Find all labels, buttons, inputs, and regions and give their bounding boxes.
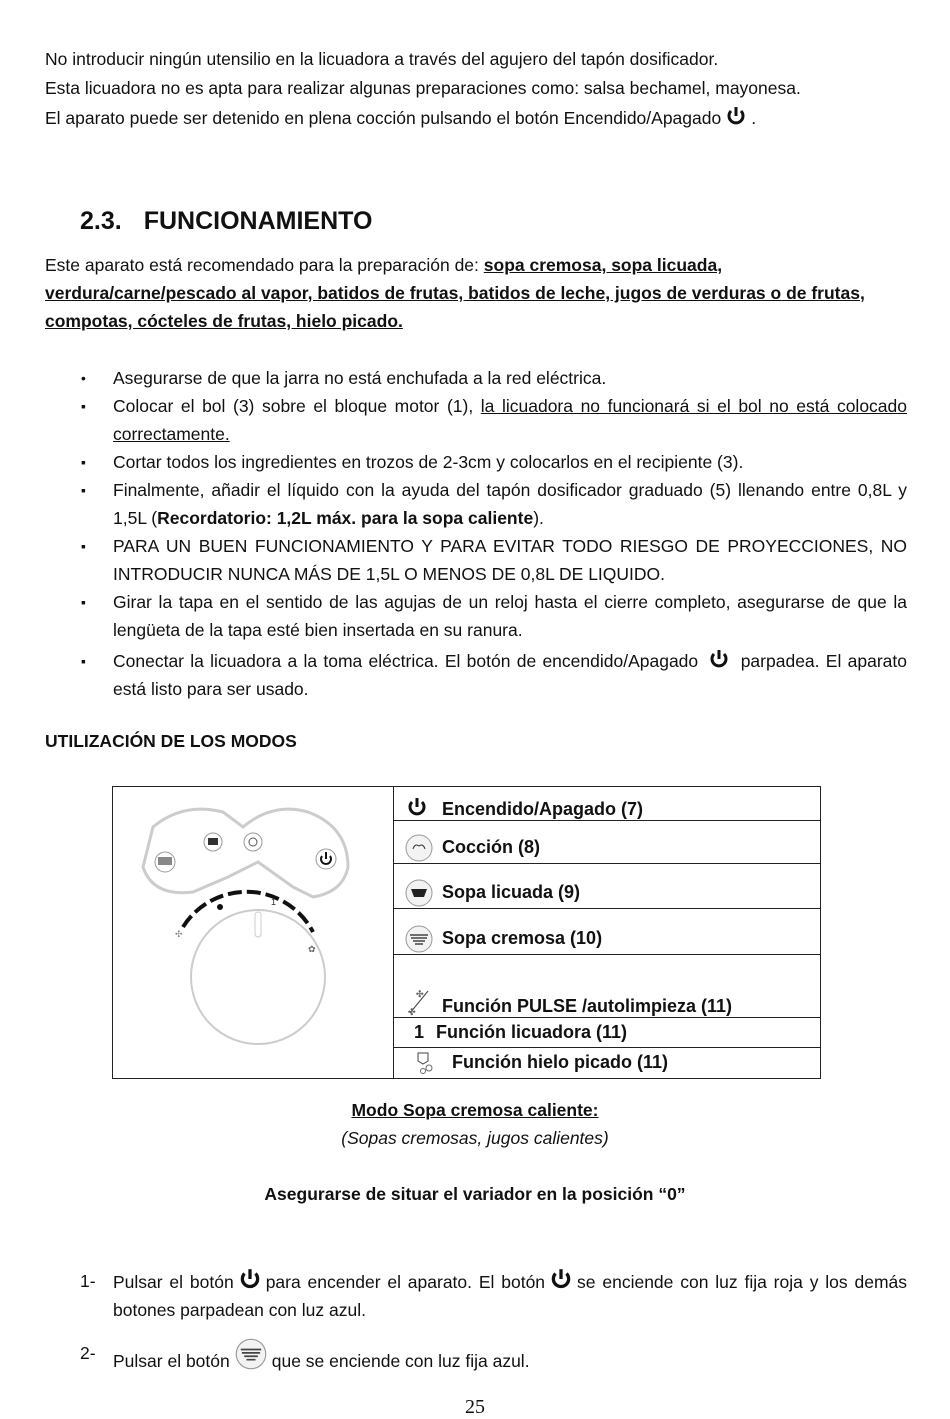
bullet: ▪ xyxy=(81,398,86,414)
mode-prefix: 1 xyxy=(414,1022,425,1043)
power-icon xyxy=(406,796,428,818)
step-item xyxy=(45,364,907,392)
step-text: Finalmente, añadir el líquido con la ayuda del tapón dosificador graduado (5) llenando entre 0,8L y 1,5L ( xyxy=(113,480,907,528)
intro-line-3 xyxy=(45,104,907,133)
creamy-soup-icon xyxy=(234,1337,268,1371)
step-text: Conectar la licuadora a la toma eléctrica. El botón de encendido/Apagado xyxy=(113,651,699,671)
bullet: ▪ xyxy=(81,454,86,470)
mode-label: Función PULSE /autolimpieza (11) xyxy=(442,996,733,1017)
mode-label: Cocción (8) xyxy=(442,836,541,857)
recommended-items: sopa cremosa, sopa licuada, verdura/carne/pescado al vapor, batidos de frutas, batidos de leche, jugos de verduras o de frutas, compotas, cócteles de frutas, hielo picado. xyxy=(45,255,865,331)
step-text: se enciende con luz fija roja y los demás botones parpadean con luz azul. xyxy=(113,1272,908,1320)
power-icon xyxy=(238,1267,262,1291)
mode-row-creamy-soup xyxy=(394,909,821,954)
step-number: 2- xyxy=(80,1343,96,1363)
mode-row-steam xyxy=(394,820,821,863)
step-text: PARA UN BUEN FUNCIONAMIENTO Y PARA EVITAR TODO RIESGO DE PROYECCIONES, NO INTRODUCIR NUNCA MÁS DE 1,5L O MENOS DE 0,8L DE LIQUIDO. xyxy=(113,536,907,584)
bullet: ▪ xyxy=(81,482,86,498)
ice-icon xyxy=(414,1051,438,1075)
recommended-lead: Este aparato está recomendado para la preparación de: xyxy=(45,255,484,275)
control-panel-figure xyxy=(113,787,394,1079)
mode-row-ice xyxy=(394,1048,821,1079)
step-item xyxy=(45,588,907,644)
intro-p3-end: . xyxy=(751,108,757,128)
steam-icon xyxy=(404,833,434,863)
step-text: Pulsar el botón xyxy=(113,1351,230,1371)
mode-label: Sopa cremosa (10) xyxy=(442,927,603,948)
mode-row-pulse xyxy=(394,954,821,1018)
page-number: 25 xyxy=(465,1396,485,1418)
creamy-soup-icon xyxy=(404,924,434,954)
step-number: 1- xyxy=(80,1271,96,1291)
mode-label: Función licuadora (11) xyxy=(436,1022,628,1043)
modes-table xyxy=(112,786,821,1079)
control-panel-illustration xyxy=(113,787,393,1073)
step-text: Pulsar el botón xyxy=(113,1272,234,1292)
recommended-paragraph xyxy=(45,251,907,335)
svg-text:✿: ✿ xyxy=(308,944,316,954)
mode-detail-title: Modo Sopa cremosa caliente: xyxy=(351,1100,599,1120)
power-icon xyxy=(725,105,747,127)
svg-text:✣: ✣ xyxy=(416,989,424,1000)
step-bold: Recordatorio: 1,2L máx. para la sopa caliente xyxy=(157,508,534,528)
mode-row-blended-soup xyxy=(394,864,821,909)
bullet: ▪ xyxy=(81,538,86,554)
step-item xyxy=(45,392,907,448)
step-item xyxy=(45,647,907,703)
step-text: que se enciende con luz fija azul. xyxy=(271,1351,530,1371)
svg-text:✣: ✣ xyxy=(408,1007,416,1018)
mode-label: Encendido/Apagado (7) xyxy=(442,798,644,819)
step-item xyxy=(45,532,907,588)
step-item xyxy=(45,448,907,476)
intro-line-2: Esta licuadora no es apta para realizar algunas preparaciones como: salsa bechamel, mayonesa. xyxy=(45,77,801,98)
step-text: Asegurarse de que la jarra no está enchufada a la red eléctrica. xyxy=(113,368,607,388)
intro-text xyxy=(45,45,907,133)
step-tail: ). xyxy=(533,508,544,528)
bullet: ▪ xyxy=(81,594,86,610)
svg-text:✣: ✣ xyxy=(175,929,183,939)
svg-text:1: 1 xyxy=(271,897,277,907)
pulse-icon xyxy=(404,987,434,1017)
intro-p3-text: El aparato puede ser detenido en plena cocción pulsando el botón Encendido/Apagado xyxy=(45,108,722,128)
step-text: Girar la tapa en el sentido de las agujas de un reloj hasta el cierre completo, asegurarse de que la lengüeta de la tapa esté bien insertada en su ranura. xyxy=(113,592,907,640)
section-heading xyxy=(80,207,394,236)
intro-line-1: No introducir ningún utensilio en la licuadora a través del agujero del tapón dosificador. xyxy=(45,49,719,69)
power-icon xyxy=(549,1267,573,1291)
step-text: Cortar todos los ingredientes en trozos de 2-3cm y colocarlos en el recipiente (3). xyxy=(113,452,744,472)
modes-title: UTILIZACIÓN DE LOS MODOS xyxy=(45,731,297,751)
power-icon xyxy=(708,648,730,670)
steps-list xyxy=(45,364,907,703)
mode-row-blender xyxy=(394,1018,821,1048)
section-title: FUNCIONAMIENTO xyxy=(143,207,373,235)
step-text: Colocar el bol (3) sobre el bloque motor (1), xyxy=(113,396,481,416)
bullet: ▪ xyxy=(81,653,86,669)
mode-row-power xyxy=(394,787,821,821)
blended-soup-icon xyxy=(404,878,434,908)
mode-label: Sopa licuada (9) xyxy=(442,882,581,903)
bullet: • xyxy=(81,370,86,386)
mode-detail-note: Asegurarse de situar el variador en la posición “0” xyxy=(264,1184,686,1204)
step-item xyxy=(45,476,907,532)
section-number: 2.3. xyxy=(80,207,122,235)
mode-detail-subtitle: (Sopas cremosas, jugos calientes) xyxy=(341,1128,609,1148)
step-underlined: la licuadora no funcionará si el bol no está colocado correctamente. xyxy=(113,396,907,444)
step-tail: parpadea. El aparato está listo para ser usado. xyxy=(113,651,907,699)
mode-label: Función hielo picado (11) xyxy=(452,1051,669,1072)
step-text: para encender el aparato. El botón xyxy=(265,1272,546,1292)
